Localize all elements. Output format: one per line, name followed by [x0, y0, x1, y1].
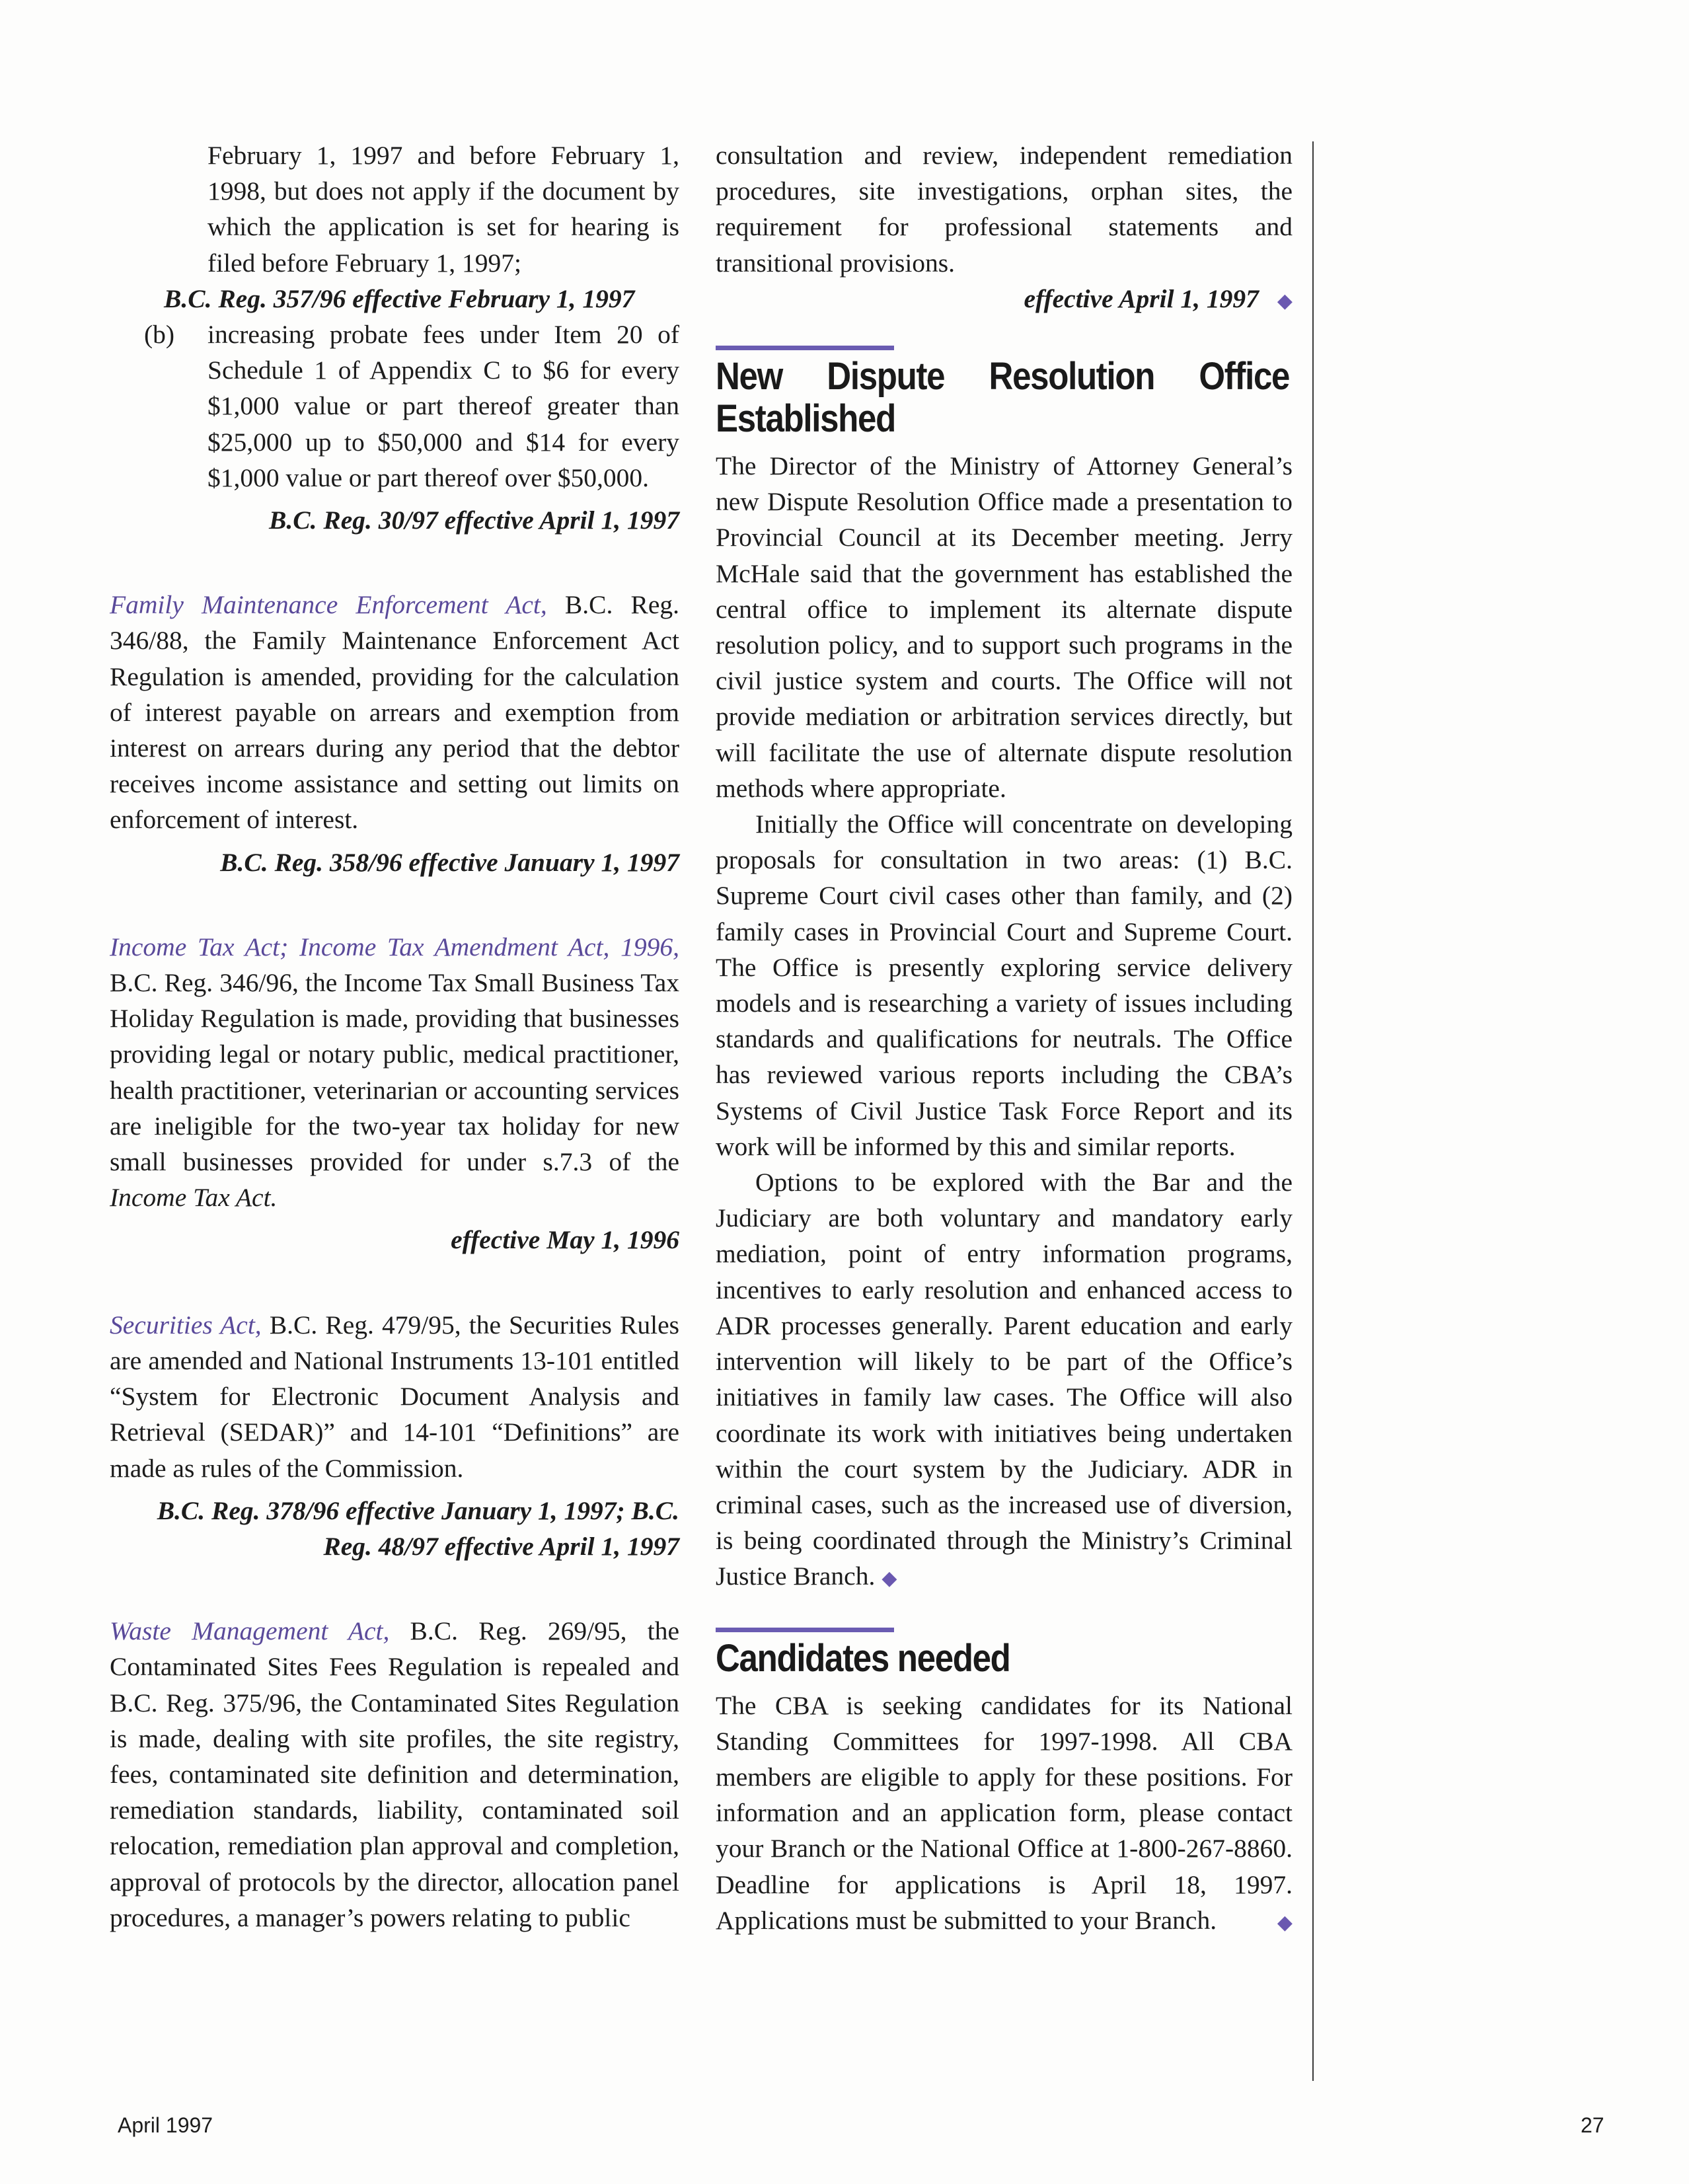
entry-body	[110, 1613, 679, 1936]
article-paragraph: The Director of the Ministry of Attorney General’s new Dispute Resolution Office made a presentation to Provincial Council at its December meeting. Jerry McHale said that the government has established the central office to implement its alternate dispute resolution policy, and to support such programs in the civil justice system and courts. The Office will not provide mediation or arbitration services directly, but will facilitate the use of alternate dispute resolution methods where appropriate.	[716, 451, 1293, 803]
regulation-entry-family-maintenance	[110, 587, 679, 880]
entry-citation: effective May 1, 1996	[451, 1225, 679, 1255]
item-b-text: increasing probate fees under Item 20 of Schedule 1 of Appendix C to $6 for every $1,000 value or part thereof greater than $25,000 up to $50,000 and $14 for every $1,000 value or part thereof over $50,000.	[207, 320, 679, 492]
right-column	[716, 137, 1293, 1941]
list-item-b	[144, 317, 679, 496]
entry-text: B.C. Reg. 269/95, the Contaminated Sites Fees Regulation is repealed and B.C. Reg. 375/96, the Contaminated Sites Regulation is made, dealing with site profiles, the site registry, fees, contaminated site definition and determination, remediation standards, liability, contaminated soil relocation, remediation plan approval and completion, approval of protocols by the director, allocation panel procedures, a manager’s powers relating to public	[110, 1616, 679, 1932]
entry-citation-line2: Reg. 48/97 effective April 1, 1997	[323, 1531, 679, 1561]
item-b-label: (b)	[144, 320, 175, 350]
entry-body	[110, 587, 679, 837]
article-heading-candidates: Candidates needed	[716, 1636, 1010, 1680]
section-rule	[716, 346, 894, 350]
act-title: Family Maintenance Enforcement Act,	[110, 590, 547, 620]
end-mark-icon: ◆	[882, 1567, 897, 1590]
act-title: Securities Act,	[110, 1310, 262, 1339]
intro-citation: B.C. Reg. 357/96 effective February 1, 1997	[164, 283, 635, 313]
regulation-entry-income-tax	[110, 929, 679, 1258]
waste-citation-text: effective April 1, 1997	[1024, 283, 1259, 313]
entry-body	[110, 1307, 679, 1486]
waste-continuation: consultation and review, independent remediation procedures, site investigations, orphan sites, the requirement for professional statements and transitional provisions.	[716, 141, 1293, 278]
page-number: 27	[1581, 2113, 1604, 2137]
intro-continuation: February 1, 1997 and before February 1, 1998, but does not apply if the document by which the application is set for hearing is filed before February 1, 1997;	[207, 141, 679, 278]
article-heading-dispute: New Dispute Resolution Office Established	[716, 355, 1290, 441]
article-paragraph-last	[716, 1164, 1293, 1597]
left-column	[110, 137, 679, 1936]
entry-text: B.C. Reg. 346/96, the Income Tax Small Business Tax Holiday Regulation is made, providing that businesses providing legal or notary public, medical practitioner, health practitioner, veterinarian or accounting services are ineligible for the two-year tax holiday for new small businesses provided for under s.7.3 of the	[110, 968, 679, 1177]
regulation-entry-waste-management	[110, 1613, 679, 1936]
act-title: Income Tax Act; Income Tax Amendment Act, 1996,	[110, 932, 679, 961]
entry-text: B.C. Reg. 346/88, the Family Maintenance Enforcement Act Regulation is amended, providing for the calculation of interest payable on arrears and exemption from interest on arrears during any period that the debtor receives income assistance and setting out limits on enforcement of interest.	[110, 590, 680, 835]
entry-text-italic: Income Tax Act.	[110, 1183, 278, 1213]
end-mark-icon: ◆	[1277, 1911, 1293, 1934]
entry-body	[110, 929, 679, 1216]
regulation-entry-securities	[110, 1307, 679, 1564]
item-b-citation: B.C. Reg. 30/97 effective April 1, 1997	[269, 506, 679, 535]
section-rule	[716, 1628, 894, 1632]
column-divider	[1312, 141, 1314, 2081]
act-title: Waste Management Act,	[110, 1616, 390, 1646]
waste-citation	[716, 281, 1293, 319]
end-mark-icon: ◆	[1277, 289, 1293, 312]
article-paragraph-text: Options to be explored with the Bar and the Judiciary are both voluntary and mandatory early mediation, point of entry information programs, incentives to early resolution and enhanced access to ADR processes generally. Parent education and early intervention will likely to be part of the Office’s initiatives in family law cases. The Office will also coordinate its work with initiatives being undertaken within the court system by the Judiciary. ADR in criminal cases, such as the increased use of diversion, is being coordinated through the Ministry’s Criminal Justice Branch.	[716, 1168, 1293, 1591]
article-paragraph-candidates: The CBA is seeking candidates for its National Standing Committees for 1997-1998. All CBA members are eligible to apply for these positions. For information and an application form, please contact your Branch or the National Office at 1-800-267-8860. Deadline for applications is April 18, 1997. Applications must be submitted to your Branch.	[716, 1690, 1293, 1935]
entry-citation-line1: B.C. Reg. 378/96 effective January 1, 1997; B.C.	[157, 1495, 679, 1525]
entry-text: B.C. Reg. 479/95, the Securities Rules are amended and National Instruments 13-101 entitled “System for Electronic Document Analysis and Retrieval (SEDAR)” and 14-101 “Definitions” are made as rules of the Commission.	[110, 1310, 679, 1483]
footer-date: April 1997	[118, 2113, 213, 2137]
article-paragraph: Initially the Office will concentrate on developing proposals for consultation in two areas: (1) B.C. Supreme Court civil cases other than family, and (2) family cases in Provincial Court and Supreme Court. The Office is presently exploring service delivery models and is researching a variety of issues including standards and qualifications for neutrals. The Office has reviewed various reports including the CBA’s Systems of Civil Justice Task Force Report and its work will be informed by this and similar reports.	[716, 810, 1293, 1161]
entry-citation: B.C. Reg. 358/96 effective January 1, 1997	[220, 847, 679, 877]
